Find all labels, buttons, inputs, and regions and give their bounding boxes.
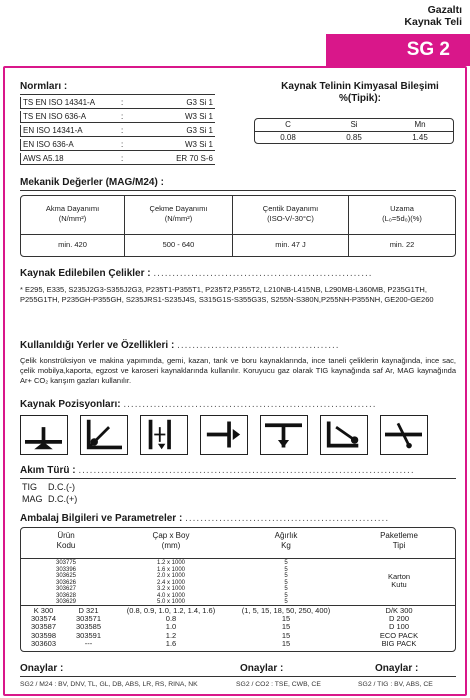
akim-process: MAG <box>22 494 43 504</box>
upper-kg-col-cell: 5 <box>284 592 288 599</box>
lower-d321-col-cell: --- <box>84 638 93 648</box>
welding-position-3-icon <box>140 415 188 455</box>
lower-kg-col-cell: 15 <box>281 638 291 648</box>
norm-standard: TS EN ISO 14341-A <box>23 98 96 107</box>
upper-code-col-cell: 303396 <box>55 566 77 573</box>
mech-header-name: Çentik Dayanımı <box>262 204 319 213</box>
lower-cap-col-cell: 0.8 <box>165 614 177 624</box>
mech-rule <box>20 190 456 191</box>
mech-header-unit: (L₀=5d₀)(%) <box>382 214 422 223</box>
lower-k300-col-cell: 303587 <box>30 622 57 632</box>
welding-position-1-icon <box>20 415 68 455</box>
upper-code-col-cell: 303629 <box>55 599 77 605</box>
onaylar-text: SG2 / TIG : BV, ABS, CE <box>358 681 433 688</box>
chem-element-1: Si <box>350 120 358 129</box>
ambalaj-header-agirlik <box>231 531 341 551</box>
normlar-row <box>20 97 215 109</box>
normlar-heading: Normları : <box>20 81 68 92</box>
onaylar-label: Onaylar : <box>240 663 284 674</box>
onaylar-label: Onaylar : <box>375 663 419 674</box>
chem-element-0: C <box>285 120 291 129</box>
akim-rule <box>20 478 456 479</box>
mech-column <box>21 196 125 256</box>
lower-cap-col-cell: 1.0 <box>165 622 177 632</box>
ambalaj-header-line: Ağırlık <box>274 531 298 540</box>
normlar-rule <box>20 94 215 95</box>
lower-k300-col <box>21 607 66 648</box>
product-category <box>404 4 462 28</box>
norm-classification: W3 Si 1 <box>184 140 213 149</box>
lower-paket-col <box>341 607 457 648</box>
mech-column <box>125 196 233 256</box>
akim-heading: Akım Türü : ......................................................................................... <box>20 465 415 476</box>
upper-paket-col <box>341 573 457 589</box>
mech-header <box>233 204 348 224</box>
welding-position-2-icon <box>80 415 128 455</box>
upper-kg-col-cell: 5 <box>284 579 288 586</box>
upper-kg-col-cell: 5 <box>284 560 288 566</box>
mech-value: min. 420 <box>58 240 87 249</box>
celikler-text: * E295, E335, S235J2G3-S355J2G3, P235T1-P355T1, P235T2,P355T2, L210NB-L415NB, L290MB-L360MB, P235G1TH, P255G1TH, P235GH-P355GH, S235JRS1-S235J4S, S315G1S-S355G3S, S255N-S380N,P255NH-P355NH, GE200-GE260 <box>20 285 434 304</box>
onaylar-rule <box>20 676 456 677</box>
lower-cap-col-cell: 1.6 <box>165 638 177 648</box>
upper-cap-col-cell: 2.4 x 1000 <box>156 579 186 586</box>
mech-value: min. 22 <box>389 240 415 249</box>
norm-classification: G3 Si 1 <box>186 126 213 135</box>
onaylar-label: Onaylar : <box>20 663 64 674</box>
norm-classification: ER 70 S-6 <box>176 154 213 163</box>
ambalaj-header-paket <box>341 531 457 551</box>
mech-value: min. 47 J <box>275 240 306 249</box>
upper-cap-col-cell: 1.6 x 1000 <box>156 566 186 573</box>
welding-position-5-icon <box>260 415 308 455</box>
lower-k300-col-cell: K 300 <box>33 606 54 615</box>
celikler-heading: Kaynak Edilebilen Çelikler : .......................................................... <box>20 268 373 279</box>
chem-table <box>254 118 454 144</box>
lower-k300-col-cell: 303574 <box>30 614 57 624</box>
lower-cap-col <box>111 607 231 648</box>
norm-standard: AWS A5.18 <box>23 154 64 163</box>
product-title-bar <box>326 34 470 66</box>
lower-d321-col <box>66 607 111 648</box>
mech-header <box>125 204 232 224</box>
akim-polarity: D.C.(-) <box>48 482 75 492</box>
lower-k300-col-cell: 303598 <box>30 630 57 640</box>
akim-polarity: D.C.(+) <box>48 494 78 504</box>
upper-cap-col-cell: 4.0 x 1000 <box>156 592 186 599</box>
lower-kg-col-cell: (1, 5, 15, 18, 50, 250, 400) <box>241 606 331 615</box>
ambalaj-header-kod <box>21 531 111 551</box>
onaylar-text: SG2 / CO2 : TSE, CWB, CE <box>236 681 321 688</box>
chem-element-2: Mn <box>414 120 426 129</box>
lower-d321-col-cell: 303585 <box>75 622 102 632</box>
mech-column <box>349 196 455 256</box>
upper-cap-col-cell: 2.0 x 1000 <box>156 573 186 579</box>
ambalaj-header-line: Ürün <box>57 531 75 540</box>
lower-paket-col-cell: D/K 300 <box>385 606 413 615</box>
akim-row <box>22 482 75 493</box>
ambalaj-table <box>20 527 456 652</box>
lower-paket-col-cell: ECO PACK <box>379 630 419 640</box>
lower-d321-col-cell: D 321 <box>78 606 99 615</box>
ambalaj-header-line: (mm) <box>161 541 181 550</box>
normlar-row <box>20 125 215 137</box>
akim-process: TIG <box>22 482 37 492</box>
lower-paket-col-cell: D 200 <box>388 614 409 624</box>
norm-separator: : <box>121 98 124 107</box>
upper-code-col-cell: 303626 <box>55 579 77 586</box>
mech-value: 500 - 640 <box>162 240 195 249</box>
ambalaj-header-cap <box>111 531 231 551</box>
chem-value-2: 1.45 <box>412 133 428 142</box>
norm-separator: : <box>121 140 124 149</box>
category-line-1: Gazaltı <box>427 4 462 16</box>
mech-header <box>21 204 124 224</box>
upper-cap-col <box>111 560 231 606</box>
mech-header-unit: (ISO-V/-30°C) <box>267 214 314 223</box>
norm-separator: : <box>121 154 124 163</box>
upper-cap-col-cell: 3.2 x 1000 <box>156 586 186 592</box>
welding-position-6-icon <box>320 415 368 455</box>
upper-kg-col <box>231 560 341 606</box>
ambalaj-heading: Ambalaj Bilgileri ve Parametreler : ...................................................... <box>20 513 390 524</box>
lower-k300-col-cell: 303603 <box>30 638 57 648</box>
norm-standard: TS EN ISO 636-A <box>23 112 87 121</box>
norm-classification: W3 Si 1 <box>184 112 213 121</box>
chem-value-0: 0.08 <box>280 133 296 142</box>
ambalaj-header-line: Kg <box>281 541 291 550</box>
upper-code-col <box>21 560 111 606</box>
welding-position-7-icon <box>380 415 428 455</box>
normlar-row <box>20 139 215 151</box>
upper-code-col-cell: 303625 <box>55 573 77 579</box>
norm-standard: EN ISO 636-A <box>23 140 74 149</box>
upper-kg-col-cell: 5 <box>284 599 288 605</box>
normlar-row <box>20 111 215 123</box>
welding-position-4-icon <box>200 415 248 455</box>
norm-separator: : <box>121 112 124 121</box>
ambalaj-header-line: Çap x Boy <box>152 531 190 540</box>
upper-paket-cell: Karton <box>387 572 411 581</box>
kullanim-text: Çelik konstrüksiyon ve makina yapımında, gemi, kazan, tank ve boru kaynaklarında, ince taneli çeliklerin kaynağında, ince sac, çelik mobilya,kaporta, egzost ve karoseri kaynaklarında kullanılır. Koruyucu gaz olarak TIG kaynağında saf Ar, MAG kaynağında Ar+ CO₂ karışım gazları kullanılır. <box>20 356 456 385</box>
mech-column <box>233 196 349 256</box>
upper-code-col-cell: 303628 <box>55 592 77 599</box>
category-line-2: Kaynak Teli <box>404 16 462 28</box>
upper-code-col-cell: 303775 <box>55 560 77 566</box>
mech-header-name: Uzama <box>390 204 414 213</box>
chem-heading: Kaynak Telinin Kimyasal Bileşimi %(Tipik): <box>281 81 439 104</box>
lower-paket-col-cell: BIG PACK <box>381 638 417 648</box>
ambalaj-header-line: Kodu <box>56 541 76 550</box>
lower-kg-col-cell: 15 <box>281 614 291 624</box>
upper-kg-col-cell: 5 <box>284 573 288 579</box>
norm-standard: EN ISO 14341-A <box>23 126 83 135</box>
mech-header-unit: (N/mm²) <box>164 214 193 223</box>
upper-paket-cell: Kutu <box>391 580 407 590</box>
norm-classification: G3 Si 1 <box>186 98 213 107</box>
chem-value-1: 0.85 <box>346 133 362 142</box>
lower-kg-col <box>231 607 341 648</box>
upper-cap-col-cell: 5.0 x 1000 <box>156 599 186 605</box>
lower-paket-col-cell: D 100 <box>388 622 409 632</box>
mech-heading: Mekanik Değerler (MAG/M24) : <box>20 177 164 188</box>
mech-header-name: Çekme Dayanımı <box>149 204 208 213</box>
mech-header-name: Akma Dayanımı <box>45 204 100 213</box>
upper-cap-col-cell: 1.2 x 1000 <box>156 560 186 566</box>
mech-header <box>349 204 455 224</box>
lower-d321-col-cell: 303591 <box>75 630 102 640</box>
akim-row <box>22 494 77 505</box>
mech-table <box>20 195 456 257</box>
upper-kg-col-cell: 5 <box>284 566 288 573</box>
lower-cap-col-cell: (0.8, 0.9, 1.0, 1.2, 1.4, 1.6) <box>126 606 216 615</box>
product-name: SG 2 <box>406 39 450 60</box>
lower-cap-col-cell: 1.2 <box>165 630 177 640</box>
ambalaj-header-line: Paketleme <box>380 531 418 540</box>
kullanim-heading: Kullanıldığı Yerler ve Özellikleri : ........................................... <box>20 340 340 351</box>
pozisyon-heading: Kaynak Pozisyonları: ................................................................... <box>20 399 377 410</box>
upper-kg-col-cell: 5 <box>284 586 288 592</box>
onaylar-text: SG2 / M24 : BV, DNV, TL, GL, DB, ABS, LR, RS, RINA, NK <box>20 681 198 688</box>
lower-kg-col-cell: 15 <box>281 622 291 632</box>
lower-kg-col-cell: 15 <box>281 630 291 640</box>
upper-code-col-cell: 303627 <box>55 586 77 592</box>
norm-separator: : <box>121 126 124 135</box>
ambalaj-header-line: Tipi <box>392 541 406 550</box>
lower-d321-col-cell: 303571 <box>75 614 102 624</box>
mech-header-unit: (N/mm²) <box>58 214 87 223</box>
normlar-row <box>20 153 215 165</box>
